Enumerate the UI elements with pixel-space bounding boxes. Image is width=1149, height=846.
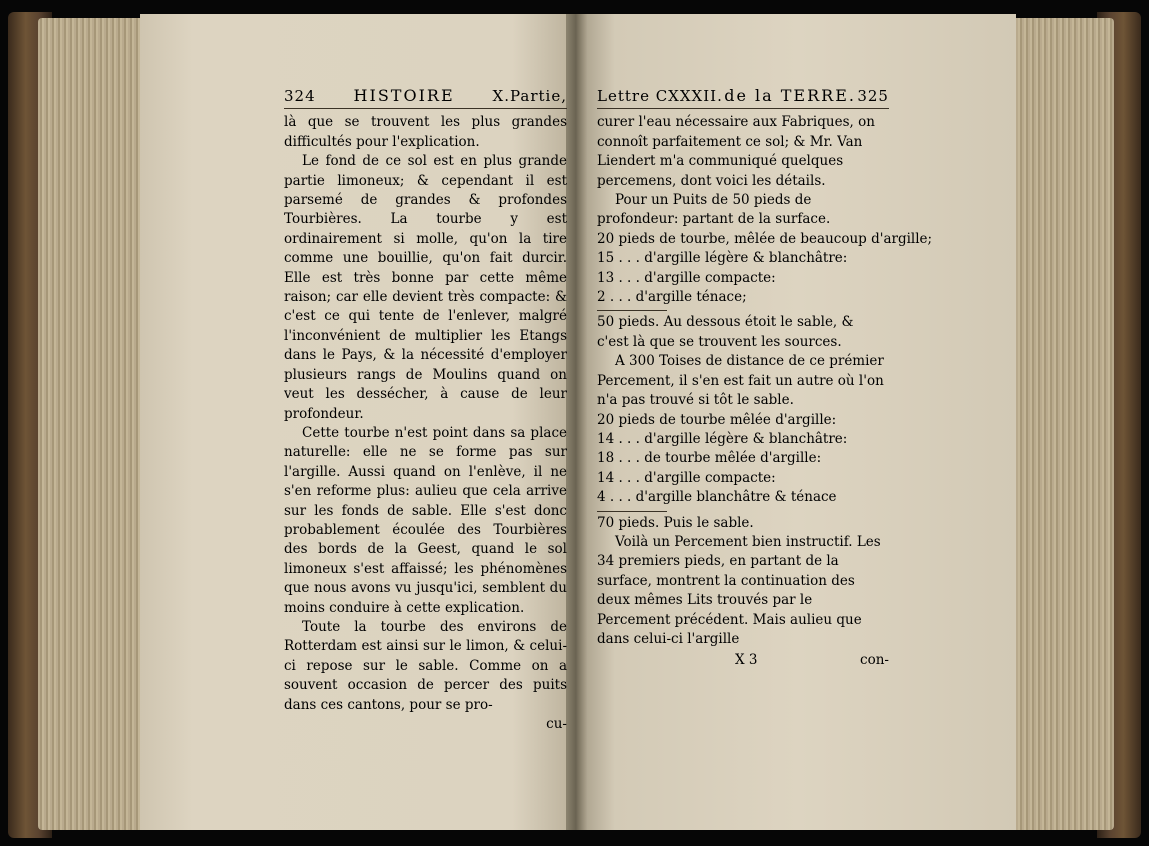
book-gutter [566,14,588,830]
left-paragraph-3: Cette tourbe n'est point dans sa place naturelle: elle ne se forme pas sur l'argille. Aussi quand on l'enlève, il ne s'en reforme plus: aulieu que cela arrive sur les fonds de sable. Elle s'est donc probablement écoulée des Tourbières des bords de la Geest, quand le sol limoneux s'est affaissé; les phénomènes que nous avons vu jusqu'ici, semblent du moins conduire à cette explication. [284,424,567,616]
right-header-title: Lettre CXXXII. [597,87,723,105]
page-edges-left [38,18,150,830]
well1-layer: 15 . . . d'argille légère & blanchâtre: [597,250,848,267]
left-paragraph-1: là que se trouvent les plus grandes difficultés pour l'explication. [284,114,567,150]
right-page-number: 325 [857,87,889,105]
right-header-rule [597,108,889,109]
left-page-number: 324 [284,87,316,105]
well2-layer: 20 pieds de tourbe mêlée d'argille: [597,411,837,428]
well2-total: 70 pieds. Puis le sable. [597,514,754,531]
left-header-title: HISTOIRE [353,86,455,105]
closing-paragraph: Voilà un Percement bien instructif. Les 34 premiers pieds, en partant de la surface, montrent la continuation des deux mêmes Lits trouvés par le Percement précédent. Mais aulieu que dans celui-ci l'argille [597,533,881,647]
signature-mark: X 3 [735,652,758,669]
well1-layer: 2 . . . d'argille ténace; [597,289,747,306]
left-catchword: cu- [546,716,567,732]
right-catchword: con- [860,652,889,669]
well1-total: 50 pieds. Au dessous étoit le sable, & c'est là que se trouvent les sources. [597,314,854,350]
left-paragraph-4: Toute la tourbe des environs de Rotterdam est ainsi sur le limon, & celui-ci repose sur le sable. Comme on a souvent occasion de percer des puits dans ces cantons, pour se pro- [284,618,567,713]
left-running-header [284,86,567,106]
right-header-subtitle: de la TERRE. [724,86,856,105]
right-running-header [597,86,889,106]
left-page-text [284,86,567,734]
well2-intro: A 300 Toises de distance de ce prémier Percement, il s'en est fait un autre où l'on n'a pas trouvé si tôt le sable. [597,353,884,409]
left-header-rule [284,108,567,109]
right-intro-paragraph: curer l'eau nécessaire aux Fabriques, on connoît parfaitement ce sol; & Mr. Van Liendert m'a communiqué quelques percemens, dont voici les détails. [597,114,875,189]
left-paragraph-2: Le fond de ce sol est en plus grande partie limoneux; & cependant il est parsemé de grandes & profondes Tourbières. La tourbe y est ordinairement si molle, qu'on la tire comme une bouillie, qu'on fait durcir. Elle est très bonne par cette même raison; car elle devient très compacte: & c'est ce qui tente de l'enlever, malgré l'inconvénient de multiplier les Etangs dans le Pays, & la nécessité d'employer plusieurs rangs de Moulins quand on veut les dessécher, à cause de leur profondeur. [284,153,567,422]
well2-layer: 18 . . . de tourbe mêlée d'argille: [597,450,822,467]
well1-layer: 20 pieds de tourbe, mêlée de beaucoup d'argille; [597,230,933,247]
well1-intro: Pour un Puits de 50 pieds de profondeur: partant de la surface. [597,192,831,228]
well1-sum-rule [597,310,667,311]
well2-layer: 14 . . . d'argille légère & blanchâtre: [597,430,848,447]
well2-layer: 14 . . . d'argille compacte: [597,469,776,486]
well2-sum-rule [597,511,667,512]
right-page-footer [597,651,889,670]
well1-layer: 13 . . . d'argille compacte: [597,269,776,286]
left-header-section: X.Partie, [492,87,567,105]
page-edges-right [1012,18,1114,830]
well2-layer: 4 . . . d'argille blanchâtre & ténace [597,489,837,506]
right-page-text [597,86,933,671]
